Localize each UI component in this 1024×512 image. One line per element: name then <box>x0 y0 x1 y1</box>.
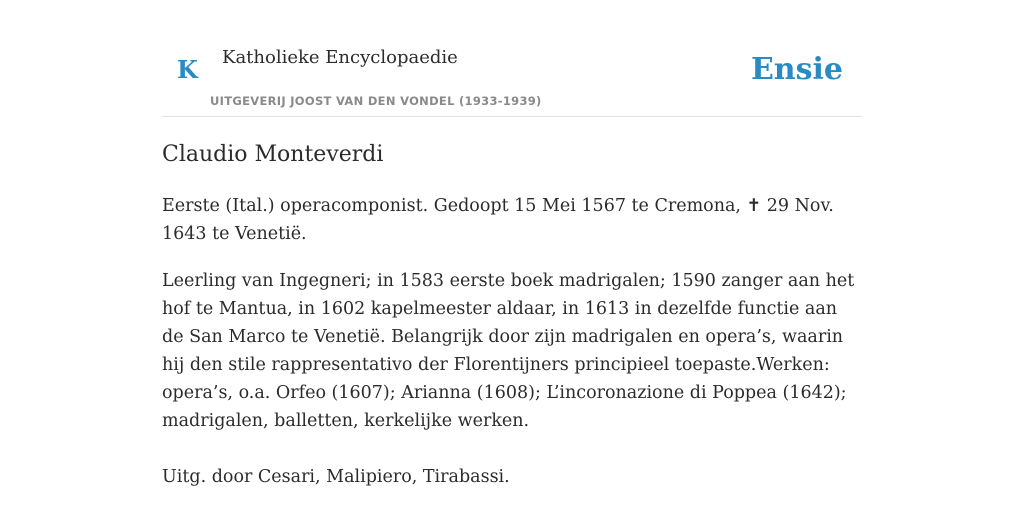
encyclopedia-logo-icon[interactable]: K <box>177 55 198 84</box>
ensie-brand-link[interactable]: Ensie <box>750 52 843 87</box>
site-title[interactable]: Katholieke Encyclopaedie <box>222 47 458 68</box>
publisher-subtitle: UITGEVERIJ JOOST VAN DEN VONDEL (1933-1939) <box>210 94 542 108</box>
page <box>162 0 862 512</box>
article-title: Claudio Monteverdi <box>162 142 384 167</box>
article-paragraph-biography: Leerling van Ingegneri; in 1583 eerste boek madrigalen; 1590 zanger aan het hof te Mantua, in 1602 kapelmeester aldaar, in 1613 in dezelfde functie aan de San Marco te Venetië. Belangrijk door zijn madrigalen en opera’s, waarin hij den stile rappresentativo der Florentijners principieel toepaste.Werken: opera’s, o.a. Orfeo (1607); Arianna (1608); L’incoronazione di Poppea (1642); madrigalen, balletten, kerkelijke werken. <box>162 271 855 431</box>
article-paragraph-editions: Uitg. door Cesari, Malipiero, Tirabassi. <box>162 467 510 487</box>
article-paragraph-intro: Eerste (Ital.) operacomponist. Gedoopt 15 Mei 1567 te Cremona, ✝ 29 Nov. 1643 te Venetië. <box>162 196 834 244</box>
site-header <box>162 0 862 117</box>
